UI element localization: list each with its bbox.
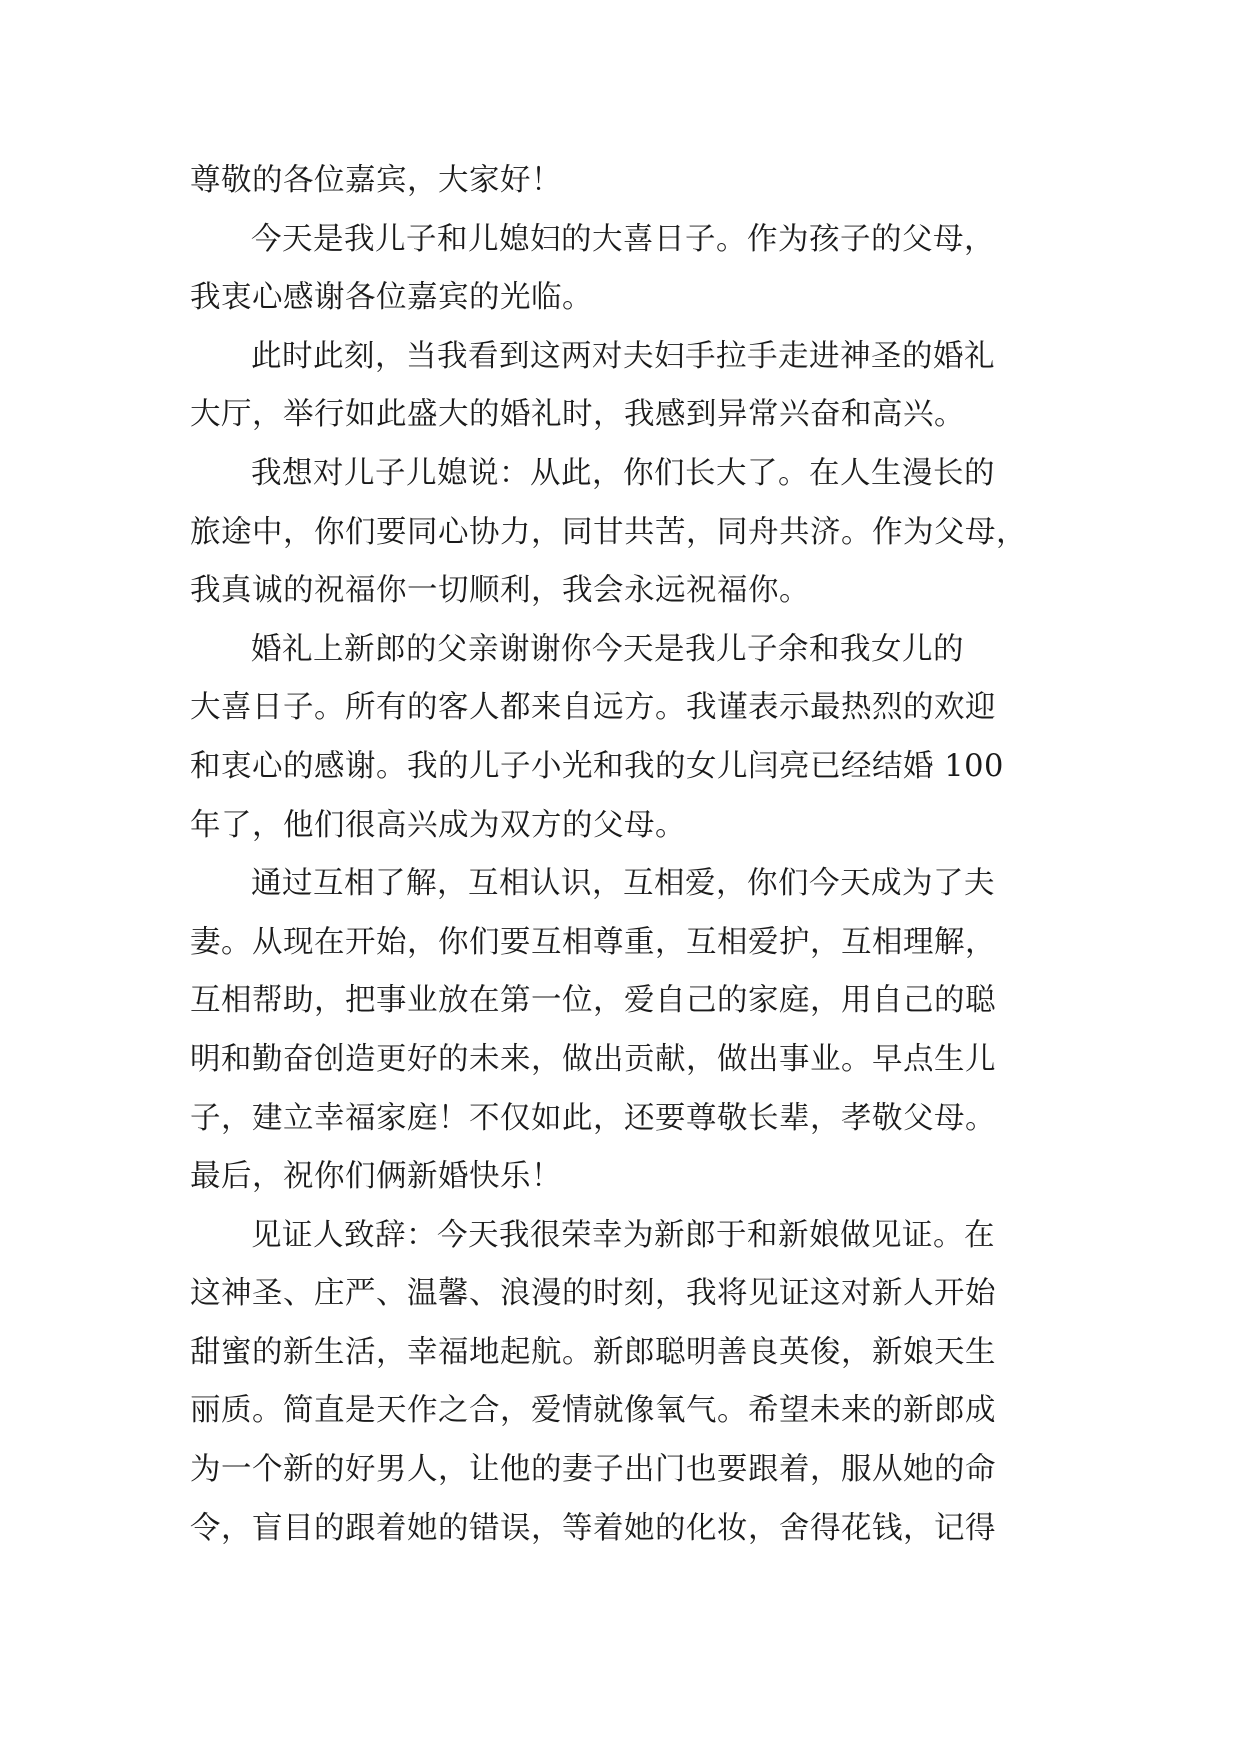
text-line: 见证人致辞：今天我很荣幸为新郎于和新娘做见证。在 xyxy=(251,1217,995,1253)
text-line: 甜蜜的新生活，幸福地起航。新郎聪明善良英俊，新娘天生 xyxy=(190,1334,996,1370)
text-line: 妻。从现在开始，你们要互相尊重，互相爱护，互相理解， xyxy=(190,924,996,960)
text-line: 旅途中，你们要同心协力，同甘共苦，同舟共济。作为父母， xyxy=(190,514,1027,550)
text-line: 我真诚的祝福你一切顺利，我会永远祝福你。 xyxy=(190,573,810,609)
text-line: 为一个新的好男人，让他的妻子出门也要跟着，服从她的命 xyxy=(190,1452,996,1488)
paragraph-2 xyxy=(190,328,1070,445)
text-line: 互相帮助，把事业放在第一位，爱自己的家庭，用自己的聪 xyxy=(190,983,996,1019)
greeting-paragraph xyxy=(190,152,1070,211)
paragraph-1 xyxy=(190,211,1070,328)
text-line: 丽质。简直是天作之合，爱情就像氧气。希望未来的新郎成 xyxy=(190,1393,996,1429)
document-body xyxy=(190,152,1070,1558)
text-line: 尊敬的各位嘉宾，大家好！ xyxy=(190,163,562,198)
paragraph-3 xyxy=(190,445,1070,621)
text-line: 令，盲目的跟着她的错误，等着她的化妆，舍得花钱，记得 xyxy=(190,1510,996,1546)
text-line: 这神圣、庄严、温馨、浪漫的时刻，我将见证这对新人开始 xyxy=(190,1276,996,1312)
text-line: 我想对儿子儿媳说：从此，你们长大了。在人生漫长的 xyxy=(251,455,995,491)
text-line: 我衷心感谢各位嘉宾的光临。 xyxy=(190,280,593,316)
paragraph-4 xyxy=(190,621,1070,855)
text-line: 婚礼上新郎的父亲谢谢你今天是我儿子余和我女儿的 xyxy=(251,631,964,667)
paragraph-6 xyxy=(190,1207,1070,1559)
text-line: 最后，祝你们俩新婚快乐！ xyxy=(190,1159,562,1195)
text-line: 此时此刻，当我看到这两对夫妇手拉手走进神圣的婚礼 xyxy=(251,338,995,374)
text-line: 通过互相了解，互相认识，互相爱，你们今天成为了夫 xyxy=(251,866,995,902)
text-line: 子，建立幸福家庭！不仅如此，还要尊敬长辈，孝敬父母。 xyxy=(190,1100,996,1136)
text-line: 和衷心的感谢。我的儿子小光和我的女儿闫亮已经结婚 100 xyxy=(190,748,1004,784)
paragraph-5 xyxy=(190,855,1070,1207)
text-line: 明和勤奋创造更好的未来，做出贡献，做出事业。早点生儿 xyxy=(190,1041,996,1077)
text-line: 大喜日子。所有的客人都来自远方。我谨表示最热烈的欢迎 xyxy=(190,690,996,726)
text-line: 今天是我儿子和儿媳妇的大喜日子。作为孩子的父母， xyxy=(251,221,995,257)
text-line: 年了，他们很高兴成为双方的父母。 xyxy=(190,807,686,843)
text-line: 大厅，举行如此盛大的婚礼时，我感到异常兴奋和高兴。 xyxy=(190,397,965,433)
